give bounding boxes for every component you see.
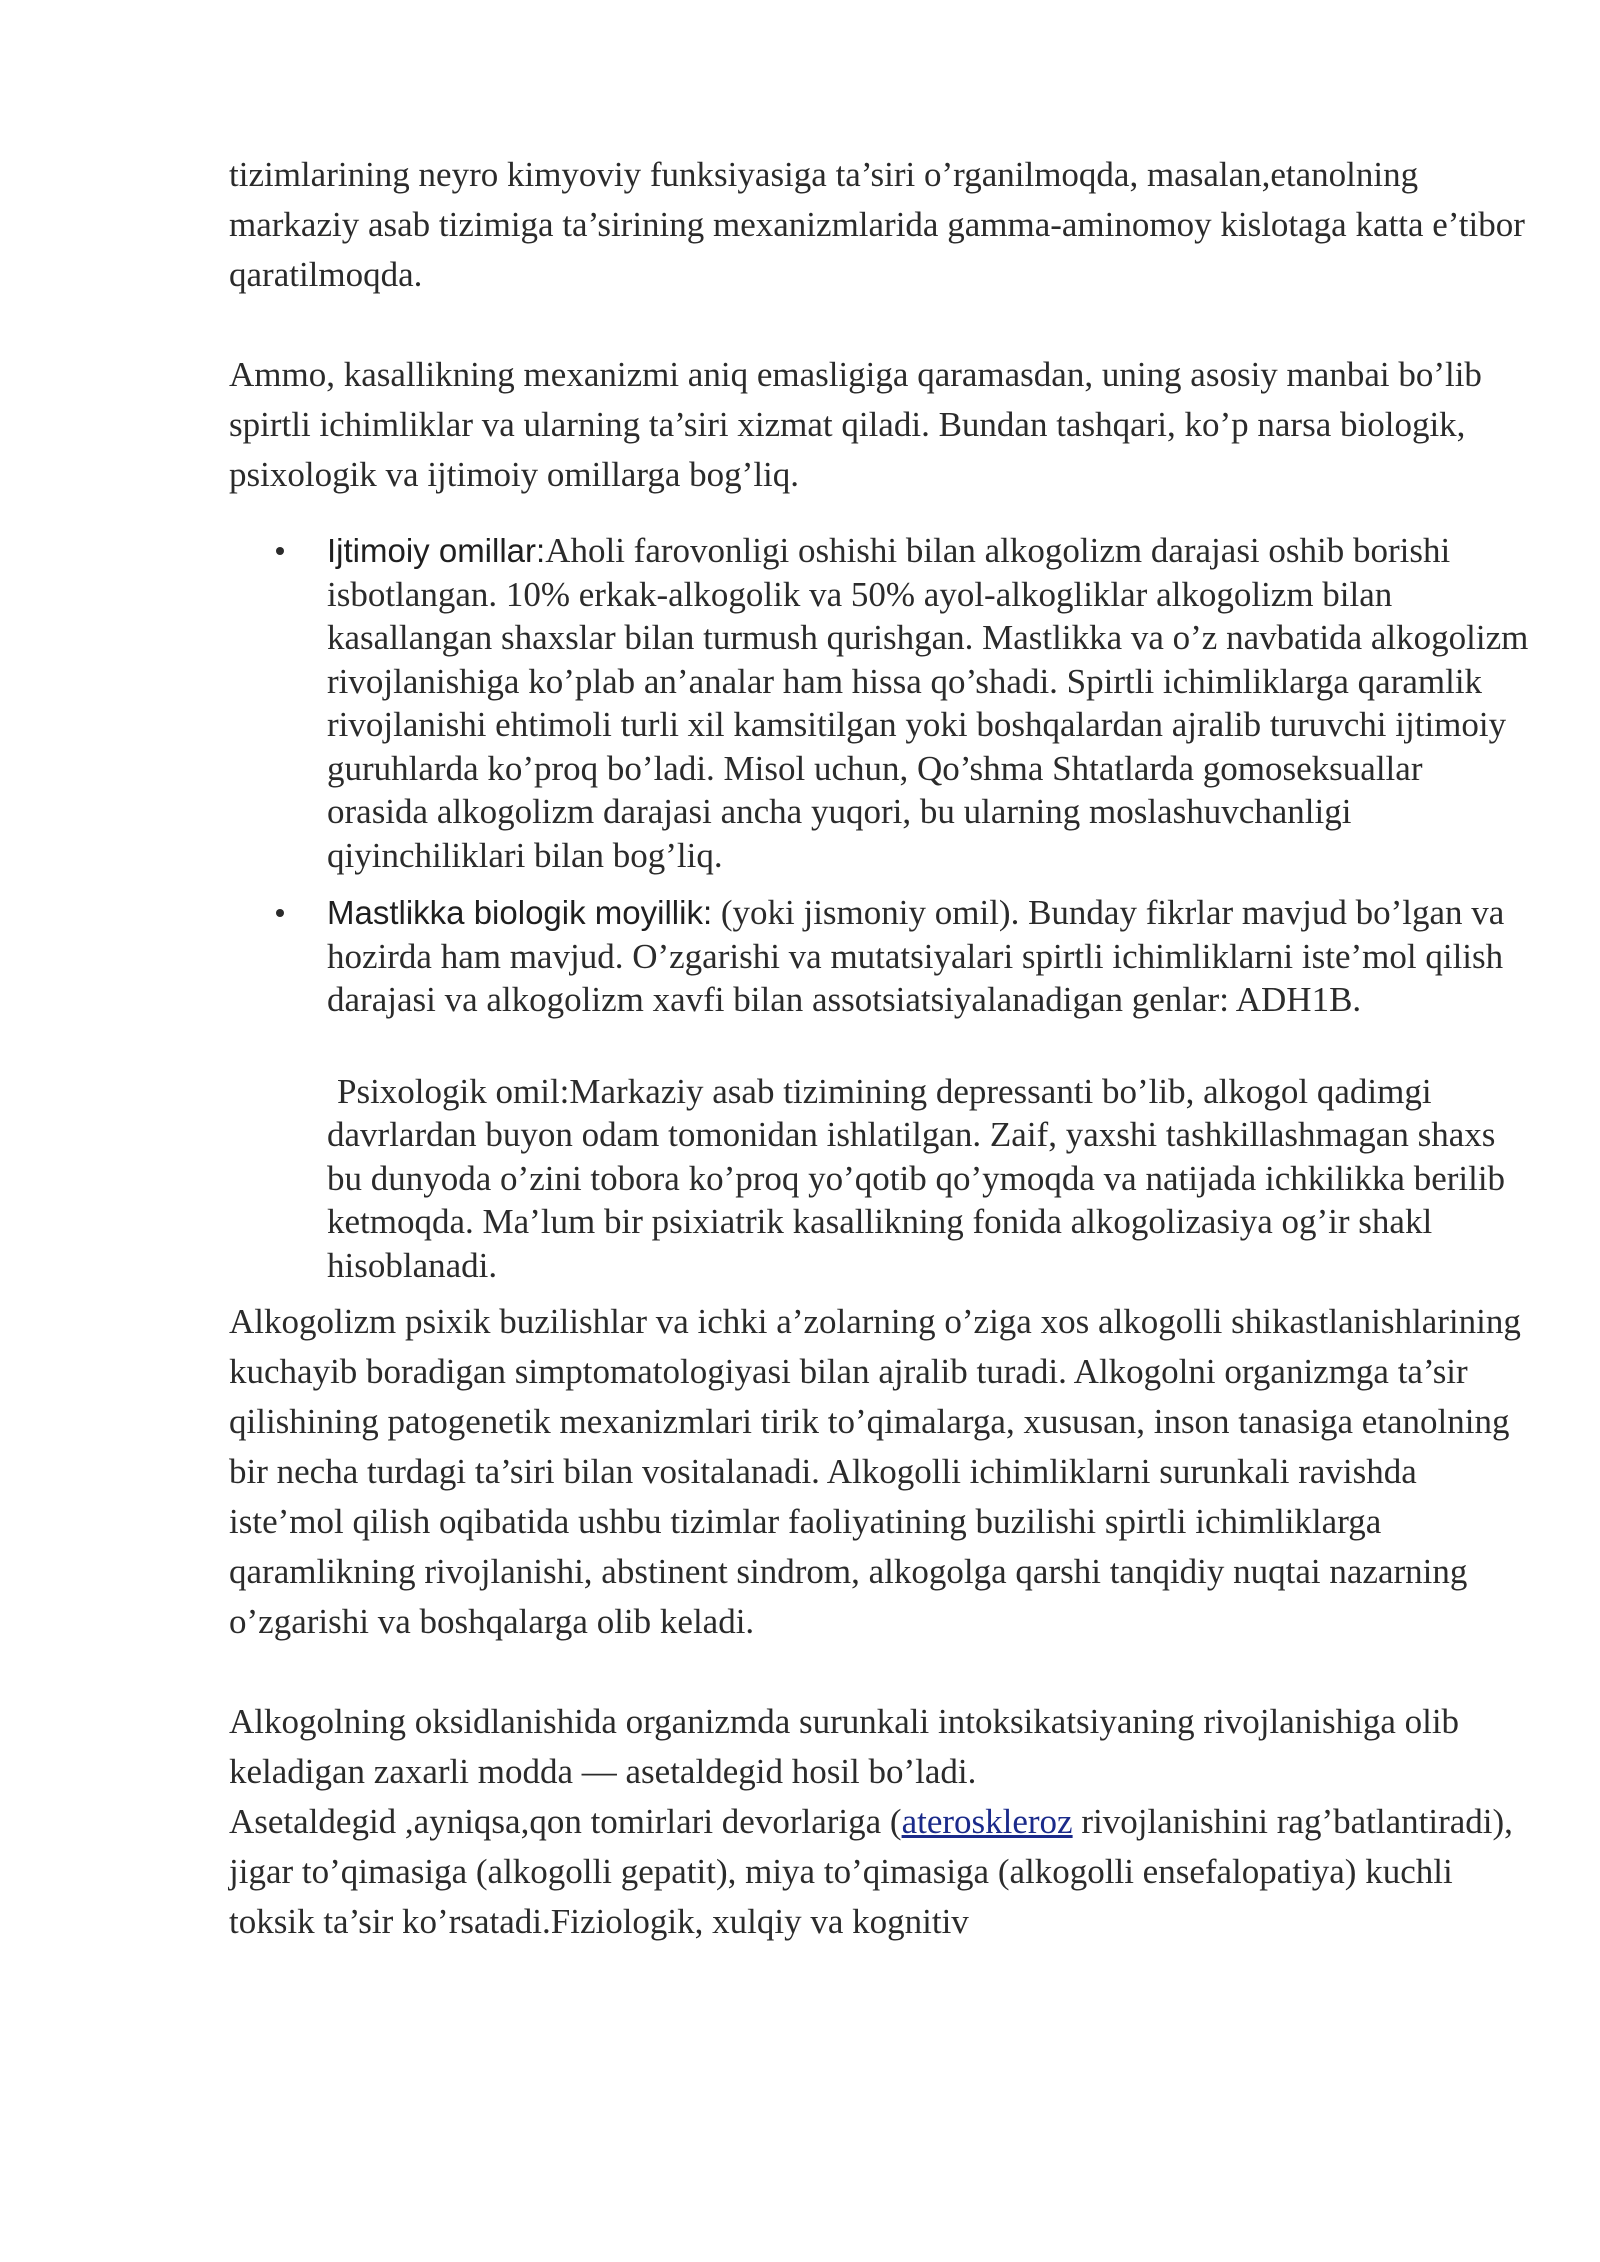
paragraph-gap (229, 1647, 1529, 1697)
factor-list (229, 529, 1529, 1022)
bullet-icon (276, 547, 284, 555)
paragraph-gap (229, 300, 1529, 350)
paragraph-neurochemistry: tizimlarining neyro kimyoviy funksiyasiga ta’siri o’rganilmoqda, masalan,etanolning markaziy asab tizimiga ta’sirining mexanizmlarida gamma-aminomoy kislotaga katta e’tibor qaratilmoqda. (229, 155, 1525, 294)
paragraph-mechanism: Ammo, kasallikning mexanizmi aniq emasligiga qaramasdan, uning asosiy manbai bo’lib spirtli ichimliklar va ularning ta’siri xizmat qiladi. Bundan tashqari, ko’p narsa biologik, psixologik va ijtimoiy omillarga bog’liq. (229, 355, 1482, 494)
acetaldehyde-text-end: rivojlanishini rag’batlantiradi), jigar to’qimasiga (alkogolli gepatit), miya to’qimasiga (alkogolli ensefalopatiya) kuchli toksik ta’sir ko’rsatadi.Fiziologik, xulqiy va kognitiv (229, 1802, 1513, 1941)
bullet-icon (276, 909, 284, 917)
biological-factors-text: (yoki jismoniy omil). Bunday fikrlar mavjud bo’lgan va hozirda ham mavjud. O’zgarishi va mutatsiyalari spirtli ichimliklarni iste’mol qilish darajasi va alkogolizm xavfi bilan assotsiatsiyalanadigan genlar: ADH1B. (327, 893, 1505, 1019)
document-page (229, 150, 1529, 1947)
psychological-factor-text: Psixologik omil:Markaziy asab tizimining depressanti bo’lib, alkogol qadimgi davrlardan buyon odam tomonidan ishlatilgan. Zaif, yaxshi tashkillashmagan shaxs bu dunyoda o’zini tobora ko’proq yo’qotib qo’ymoqda va natijada ichkilikka berilib ketmoqda. Ma’lum bir psixiatrik kasallikning fonida alkogolizasiya og’ir shakl hisoblanadi. (327, 1071, 1506, 1285)
social-factors-text: Aholi farovonligi oshishi bilan alkogolizm darajasi oshib borishi isbotlangan. 10% erkak-alkogolik va 50% ayol-alkogliklar alkogolizm bilan kasallangan shaxslar bilan turmush qurishgan. Mastlikka va o’z navbatida alkogolizm rivojlanishiga ko’plab an’analar ham hissa qo’shadi. Spirtli ichimliklarga qaramlik rivojlanishi ehtimoli turli xil kamsitilgan yoki boshqalardan ajralib turuvchi ijtimoiy guruhlarda ko’proq bo’ladi. Misol uchun, Qo’shma Shtatlarda gomoseksuallar orasida alkogolizm darajasi ancha yuqori, bu ularning moslashuvchanligi qiyinchiliklari bilan bog’liq. (327, 531, 1529, 875)
acetaldehyde-text-start: Asetaldegid ,ayniqsa,qon tomirlari devorlariga ( (229, 1802, 902, 1841)
paragraph-symptomatology: Alkogolizm psixik buzilishlar va ichki a’zolarning o’ziga xos alkogolli shikastlanishlarining kuchayib boradigan simptomatologiyasi bilan ajralib turadi. Alkogolni organizmga ta’sir qilishining patogenetik mexanizmlari tirik to’qimalarga, xususan, inson tanasiga etanolning bir necha turdagi ta’siri bilan vositalanadi. Alkogolli ichimliklarni surunkali ravishda iste’mol qilish oqibatida ushbu tizimlar faoliyatining buzilishi spirtli ichimliklarga qaramlikning rivojlanishi, abstinent sindrom, alkogolga qarshi tanqidiy nuqtai nazarning o’zgarishi va boshqalarga olib keladi. (229, 1302, 1521, 1641)
paragraph-acetaldehyde-effects (229, 1797, 1529, 1947)
social-factors-heading: Ijtimoiy omillar: (327, 532, 546, 569)
paragraph-acetaldehyde-intro: Alkogolning oksidlanishida organizmda surunkali intoksikatsiyaning rivojlanishiga olib keladigan zaxarli modda — asetaldegid hosil bo’ladi. (229, 1702, 1460, 1791)
list-item-biological-factors (229, 891, 1529, 1022)
atherosclerosis-link[interactable]: ateroskleroz (901, 1802, 1073, 1841)
list-item-social-factors (229, 529, 1529, 877)
paragraph-psychological-factor (229, 1070, 1529, 1288)
biological-factors-heading: Mastlikka biologik moyillik: (327, 894, 713, 931)
